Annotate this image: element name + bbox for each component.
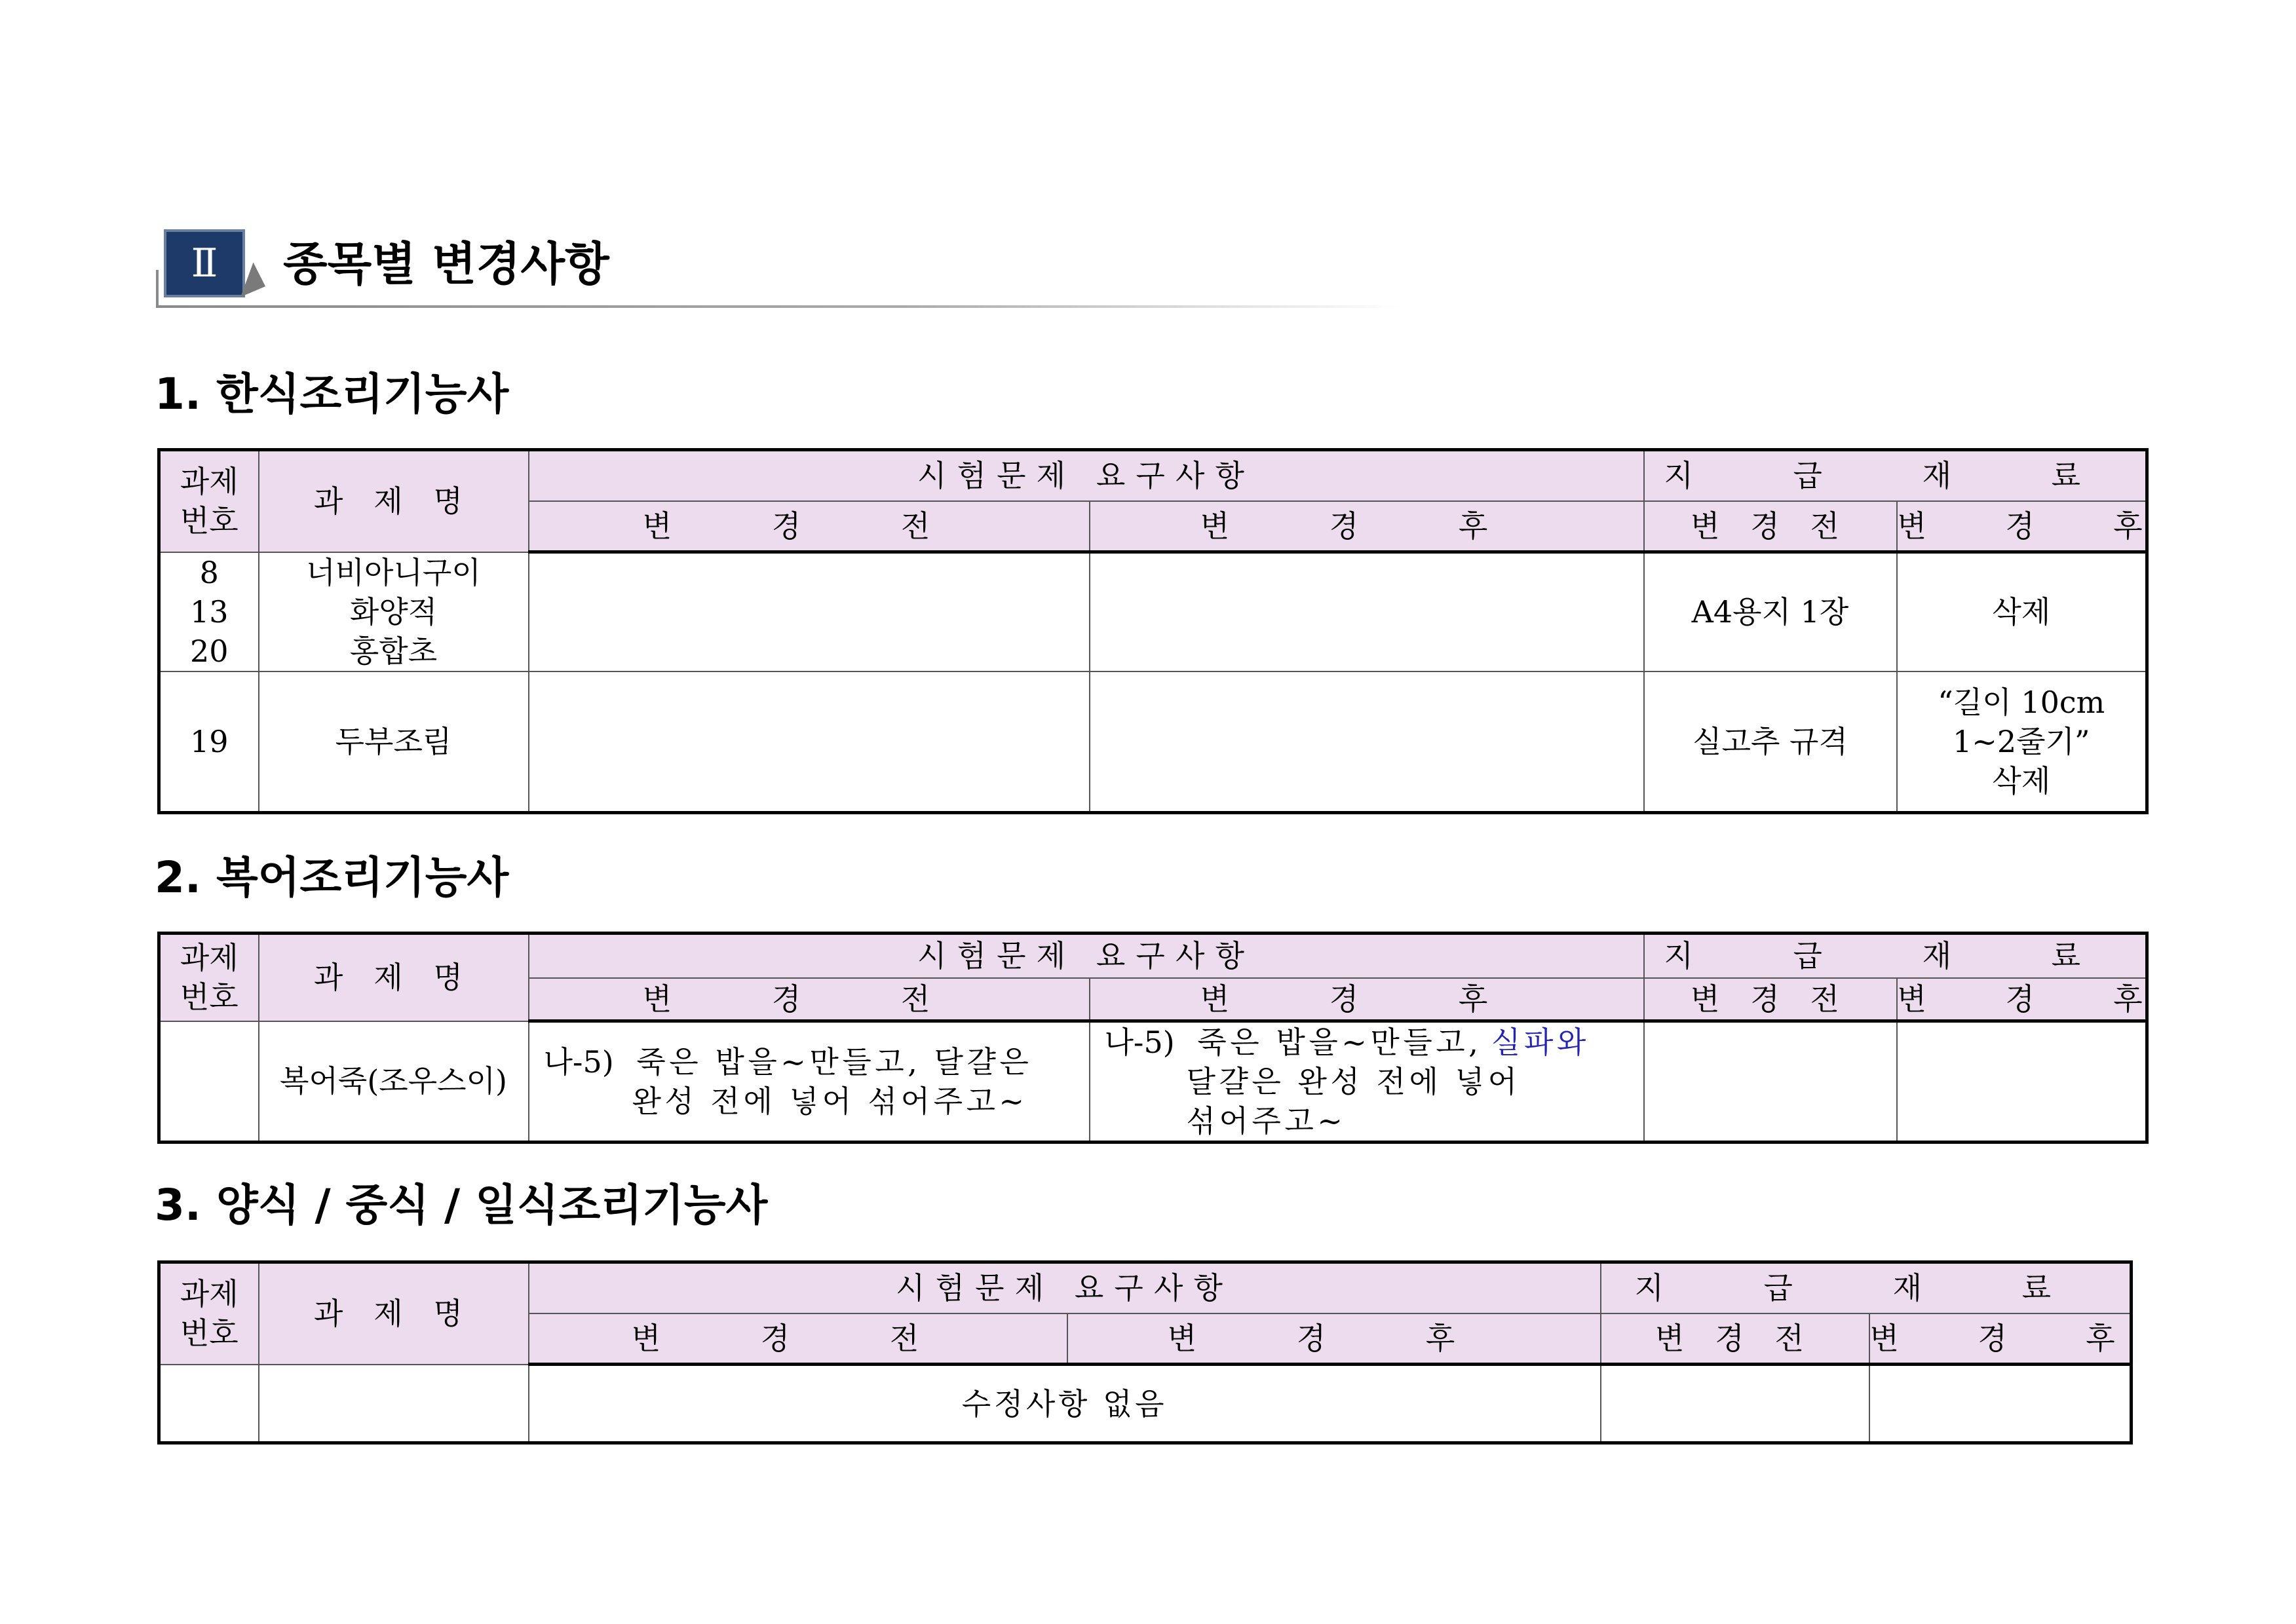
req-after-cell [1090, 671, 1644, 813]
col-header-req-after: 변 경 후 [1090, 501, 1644, 552]
col-header-requirements: 시험문제 요구사항 [529, 450, 1644, 501]
chapter-badge-arrow-icon [240, 263, 271, 304]
section-title-blowfish: 2. 복어조리기능사 [155, 852, 509, 903]
material-before: 실고추 규격 [1644, 671, 1897, 813]
task-name: 두부조림 [259, 671, 529, 813]
req-after-highlight: 실파와 [1491, 1025, 1590, 1060]
material-before [1601, 1365, 1869, 1443]
material-after [1897, 1021, 2147, 1142]
header-rule-corner [156, 270, 159, 308]
req-before-cell [529, 552, 1090, 671]
req-before-cell [529, 671, 1090, 813]
col-header-no: 과제 번호 [159, 1262, 259, 1365]
material-after: “길이 10cm 1~2줄기” 삭제 [1897, 671, 2147, 813]
task-name: 복어죽(조우스이) [259, 1021, 529, 1142]
col-header-mat-before: 변 경 전 [1644, 978, 1897, 1021]
col-header-requirements: 시험문제 요구사항 [529, 1262, 1601, 1313]
req-after-prefix: 나-5) [1104, 1025, 1175, 1060]
req-before-text-cont: 완성 전에 넣어 섞어주고~ [632, 1084, 1028, 1119]
task-number: 8 13 20 [159, 552, 259, 671]
col-header-mat-before: 변 경 전 [1601, 1313, 1869, 1365]
blowfish-cooking-table [157, 932, 2177, 1144]
header-rule [157, 305, 1402, 308]
col-header-req-before: 변 경 전 [529, 501, 1090, 552]
req-after-text: 죽은 밥을~만들고, [1197, 1025, 1482, 1060]
col-header-no: 과제 번호 [159, 450, 259, 552]
table-row [159, 552, 2147, 671]
material-before: A4용지 1장 [1644, 552, 1897, 671]
col-header-req-after: 변 경 후 [1067, 1313, 1601, 1365]
col-header-mat-after: 변 경 후 [1897, 978, 2147, 1021]
req-after-cell [1090, 552, 1644, 671]
col-header-req-after: 변 경 후 [1090, 978, 1644, 1021]
col-header-materials: 지 급 재 료 [1644, 450, 2147, 501]
col-header-materials: 지 급 재 료 [1644, 934, 2147, 978]
req-after-text-cont2: 섞어주고~ [1186, 1103, 1347, 1139]
chapter-badge: Ⅱ [164, 229, 245, 297]
col-header-req-before: 변 경 전 [529, 978, 1090, 1021]
task-name [259, 1365, 529, 1443]
chapter-title: 종목별 변경사항 [283, 237, 609, 291]
material-after [1869, 1365, 2132, 1443]
col-header-no: 과제 번호 [159, 934, 259, 1021]
section-title-korean: 1. 한식조리기능사 [155, 369, 509, 419]
col-header-name: 과 제 명 [259, 1262, 529, 1365]
col-header-name: 과 제 명 [259, 934, 529, 1021]
no-changes-note: 수정사항 없음 [529, 1365, 1601, 1443]
task-number: 19 [159, 671, 259, 813]
table-row [159, 1021, 2147, 1142]
material-after: 삭제 [1897, 552, 2147, 671]
req-before-cell [529, 1021, 1090, 1142]
task-number [159, 1365, 259, 1443]
req-before-text: 죽은 밥을~만들고, 달걀은 [636, 1044, 1033, 1080]
task-name: 너비아니구이 화양적 홍합초 [259, 552, 529, 671]
col-header-materials: 지 급 재 료 [1601, 1262, 2132, 1313]
korean-cooking-table [157, 448, 2177, 814]
table-row [159, 671, 2147, 813]
western-chinese-japanese-table [157, 1260, 2150, 1445]
material-before [1644, 1021, 1897, 1142]
table-row [159, 1365, 2132, 1443]
col-header-mat-before: 변 경 전 [1644, 501, 1897, 552]
req-after-cell [1090, 1021, 1644, 1142]
col-header-req-before: 변 경 전 [529, 1313, 1067, 1365]
col-header-requirements: 시험문제 요구사항 [529, 934, 1644, 978]
section-title-western-chinese-japanese: 3. 양식 / 중식 / 일식조리기능사 [155, 1180, 768, 1230]
req-after-text-cont1: 달걀은 완성 전에 넣어 [1186, 1064, 1521, 1099]
col-header-name: 과 제 명 [259, 450, 529, 552]
col-header-mat-after: 변 경 후 [1897, 501, 2147, 552]
col-header-mat-after: 변 경 후 [1869, 1313, 2132, 1365]
task-number [159, 1021, 259, 1142]
req-before-prefix: 나-5) [543, 1044, 614, 1080]
